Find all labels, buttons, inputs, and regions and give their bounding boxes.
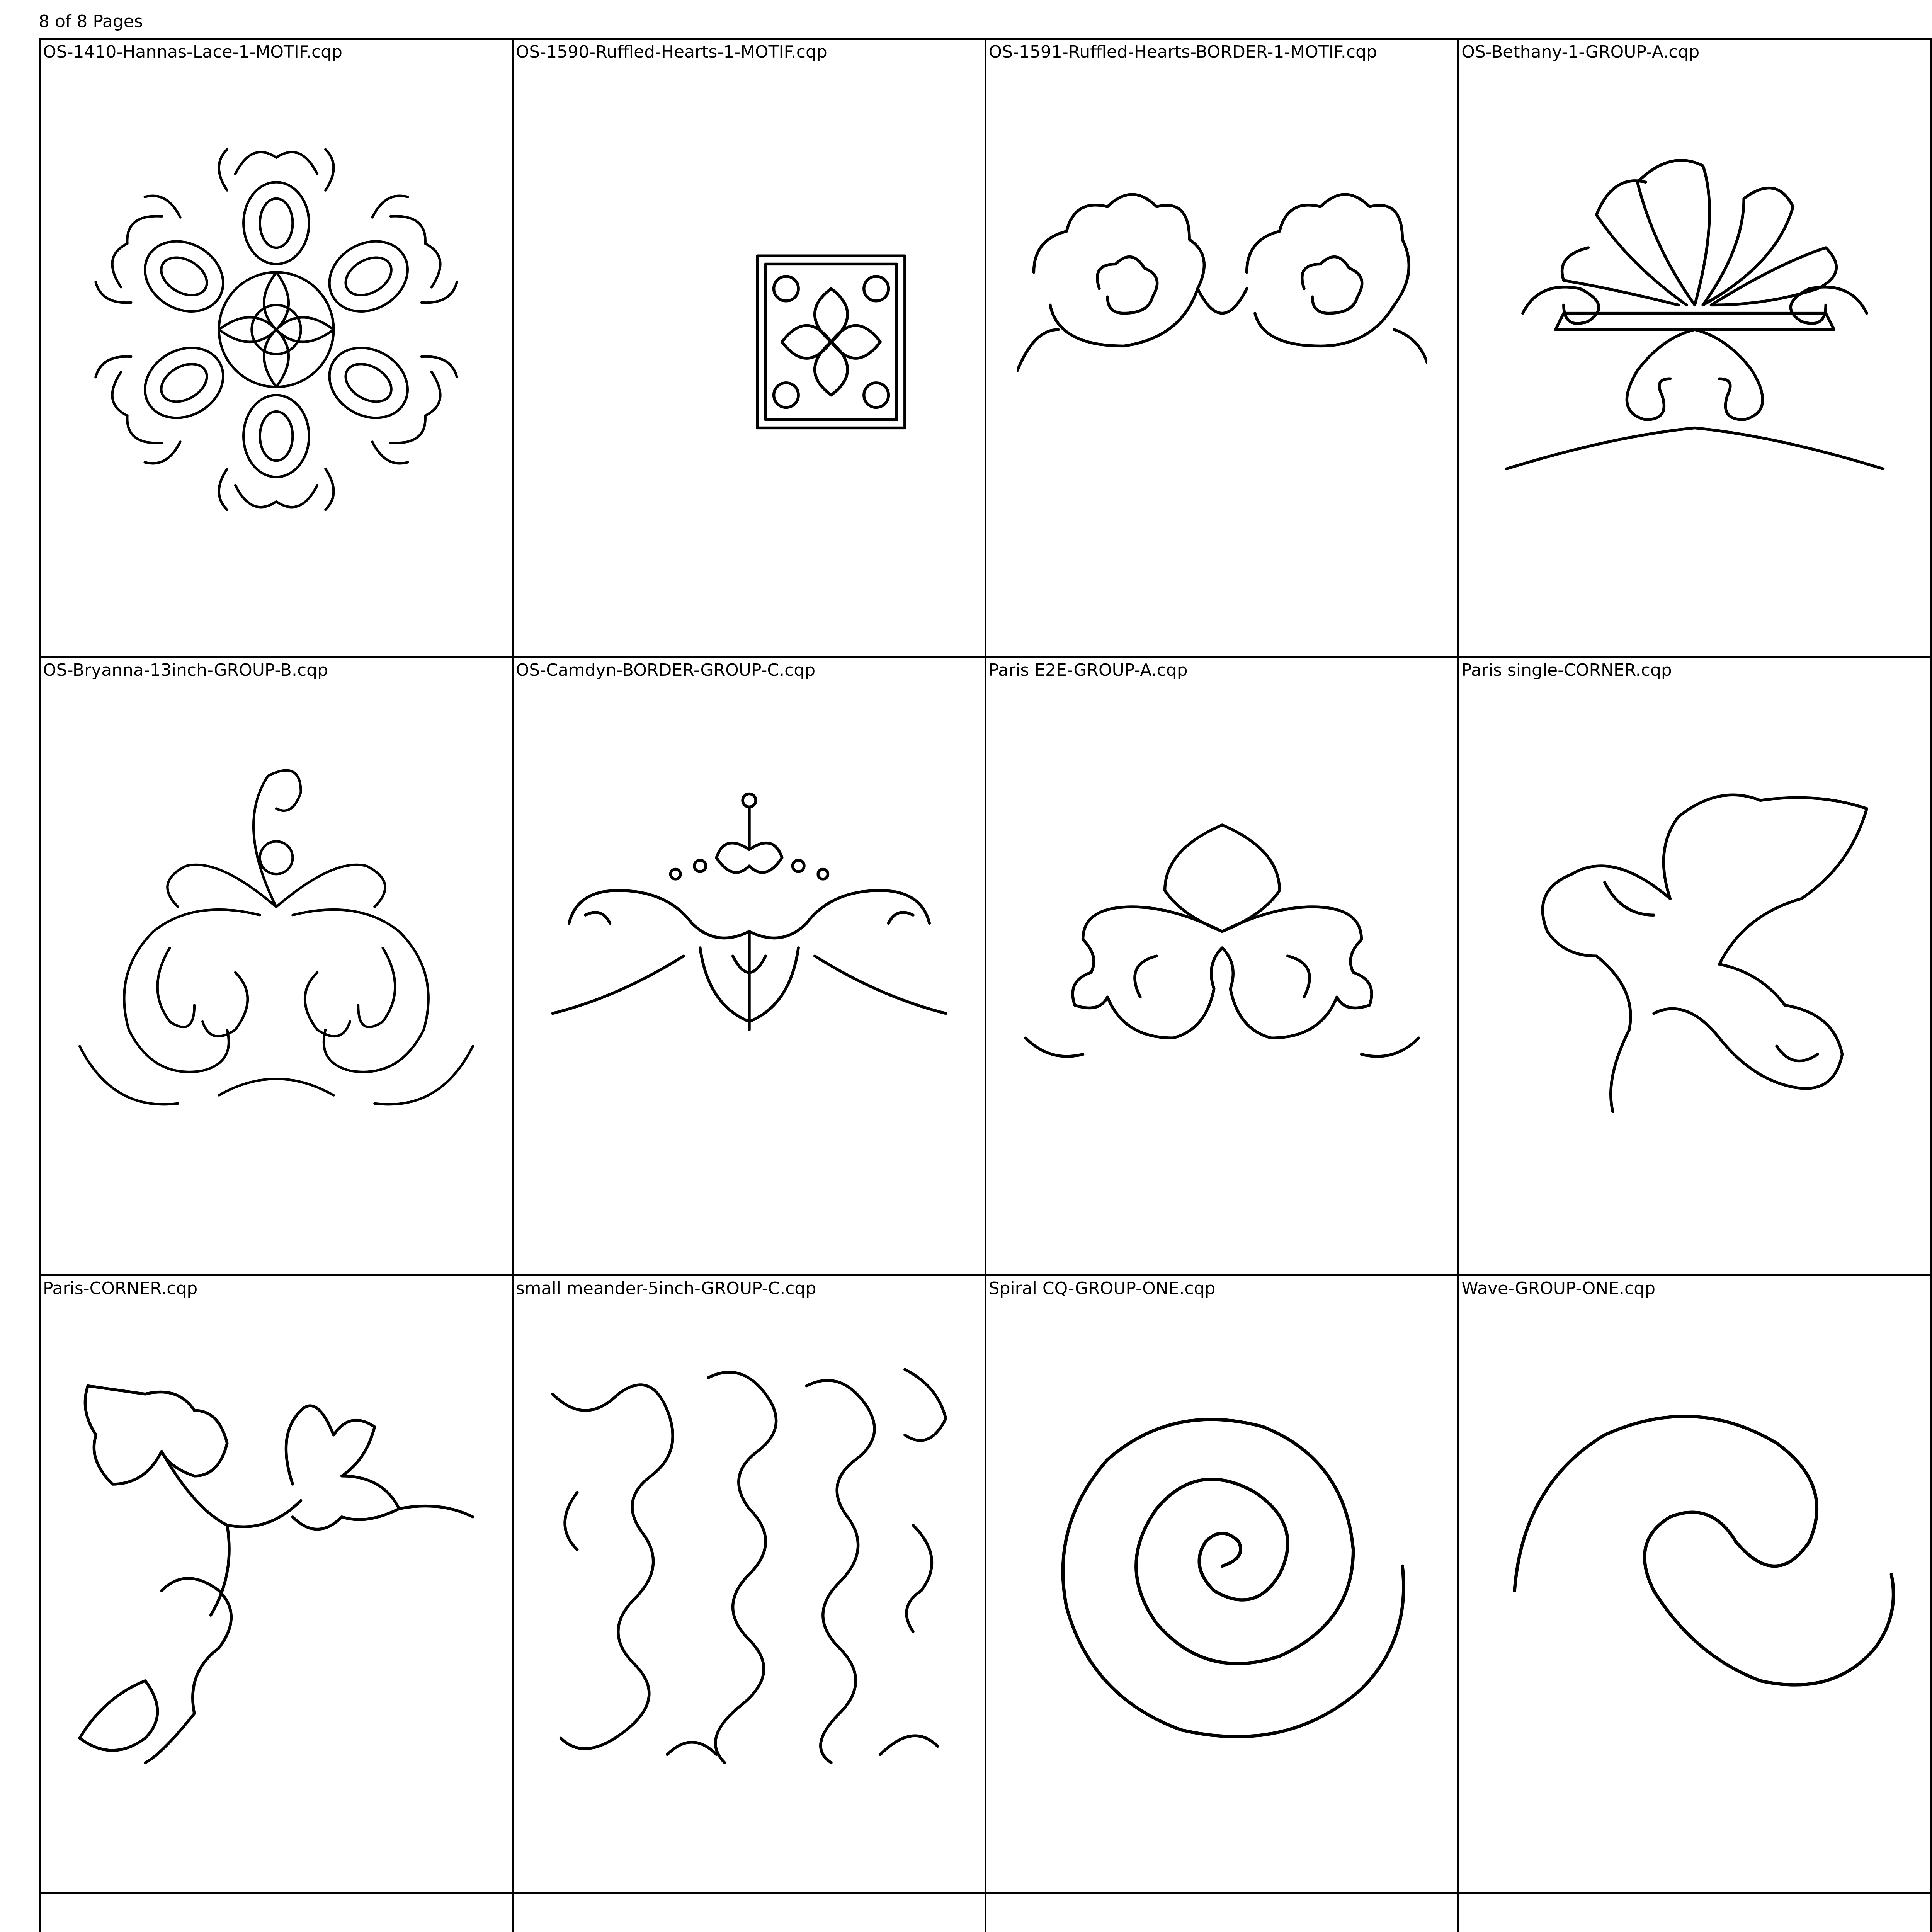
pattern-catalog-grid bbox=[39, 38, 1932, 1932]
paris-single-corner-icon bbox=[1490, 743, 1900, 1153]
hannas-lace-motif-icon bbox=[71, 125, 481, 534]
pattern-cell[interactable] bbox=[39, 1274, 512, 1893]
pattern-cell[interactable] bbox=[985, 38, 1458, 656]
spiral-icon bbox=[1017, 1361, 1427, 1771]
pattern-filename: OS-Bethany-1-GROUP-A.cqp bbox=[1461, 42, 1700, 62]
pattern-filename: Wave-GROUP-ONE.cqp bbox=[1461, 1278, 1656, 1298]
pattern-cell[interactable] bbox=[985, 656, 1458, 1274]
pattern-filename: Spiral CQ-GROUP-ONE.cqp bbox=[988, 1278, 1216, 1298]
pattern-filename: Paris single-CORNER.cqp bbox=[1461, 660, 1672, 680]
empty-pattern-cell bbox=[39, 1892, 512, 1932]
camdyn-border-icon bbox=[544, 743, 954, 1153]
page-indicator: 8 of 8 Pages bbox=[39, 12, 143, 31]
empty-pattern-cell bbox=[985, 1892, 1458, 1932]
small-meander-icon bbox=[544, 1361, 954, 1771]
bryanna-scroll-icon bbox=[71, 743, 481, 1153]
pattern-filename: OS-1591-Ruffled-Hearts-BORDER-1-MOTIF.cqp bbox=[988, 42, 1377, 62]
paris-e2e-icon bbox=[1017, 743, 1427, 1153]
pattern-cell[interactable] bbox=[985, 1274, 1458, 1893]
pattern-filename: OS-1410-Hannas-Lace-1-MOTIF.cqp bbox=[43, 42, 343, 62]
pattern-cell[interactable] bbox=[39, 38, 512, 656]
pattern-filename: Paris-CORNER.cqp bbox=[43, 1278, 198, 1298]
paris-corner-icon bbox=[71, 1361, 481, 1771]
pattern-cell[interactable] bbox=[512, 38, 985, 656]
pattern-cell[interactable] bbox=[512, 656, 985, 1274]
pattern-cell[interactable] bbox=[1457, 1274, 1930, 1893]
pattern-cell[interactable] bbox=[39, 656, 512, 1274]
pattern-cell[interactable] bbox=[1457, 656, 1930, 1274]
wave-icon bbox=[1490, 1361, 1900, 1771]
pattern-cell[interactable] bbox=[1457, 38, 1930, 656]
pattern-cell[interactable] bbox=[512, 1274, 985, 1893]
pattern-filename: OS-Camdyn-BORDER-GROUP-C.cqp bbox=[515, 660, 816, 680]
pattern-filename: OS-1590-Ruffled-Hearts-1-MOTIF.cqp bbox=[515, 42, 827, 62]
bethany-fan-icon bbox=[1490, 125, 1900, 534]
ruffled-hearts-motif-icon bbox=[544, 125, 954, 534]
pattern-filename: small meander-5inch-GROUP-C.cqp bbox=[515, 1278, 816, 1298]
pattern-filename: OS-Bryanna-13inch-GROUP-B.cqp bbox=[43, 660, 328, 680]
pattern-filename: Paris E2E-GROUP-A.cqp bbox=[988, 660, 1188, 680]
ruffled-hearts-border-icon bbox=[1017, 125, 1427, 534]
empty-pattern-cell bbox=[512, 1892, 985, 1932]
empty-pattern-cell bbox=[1457, 1892, 1930, 1932]
